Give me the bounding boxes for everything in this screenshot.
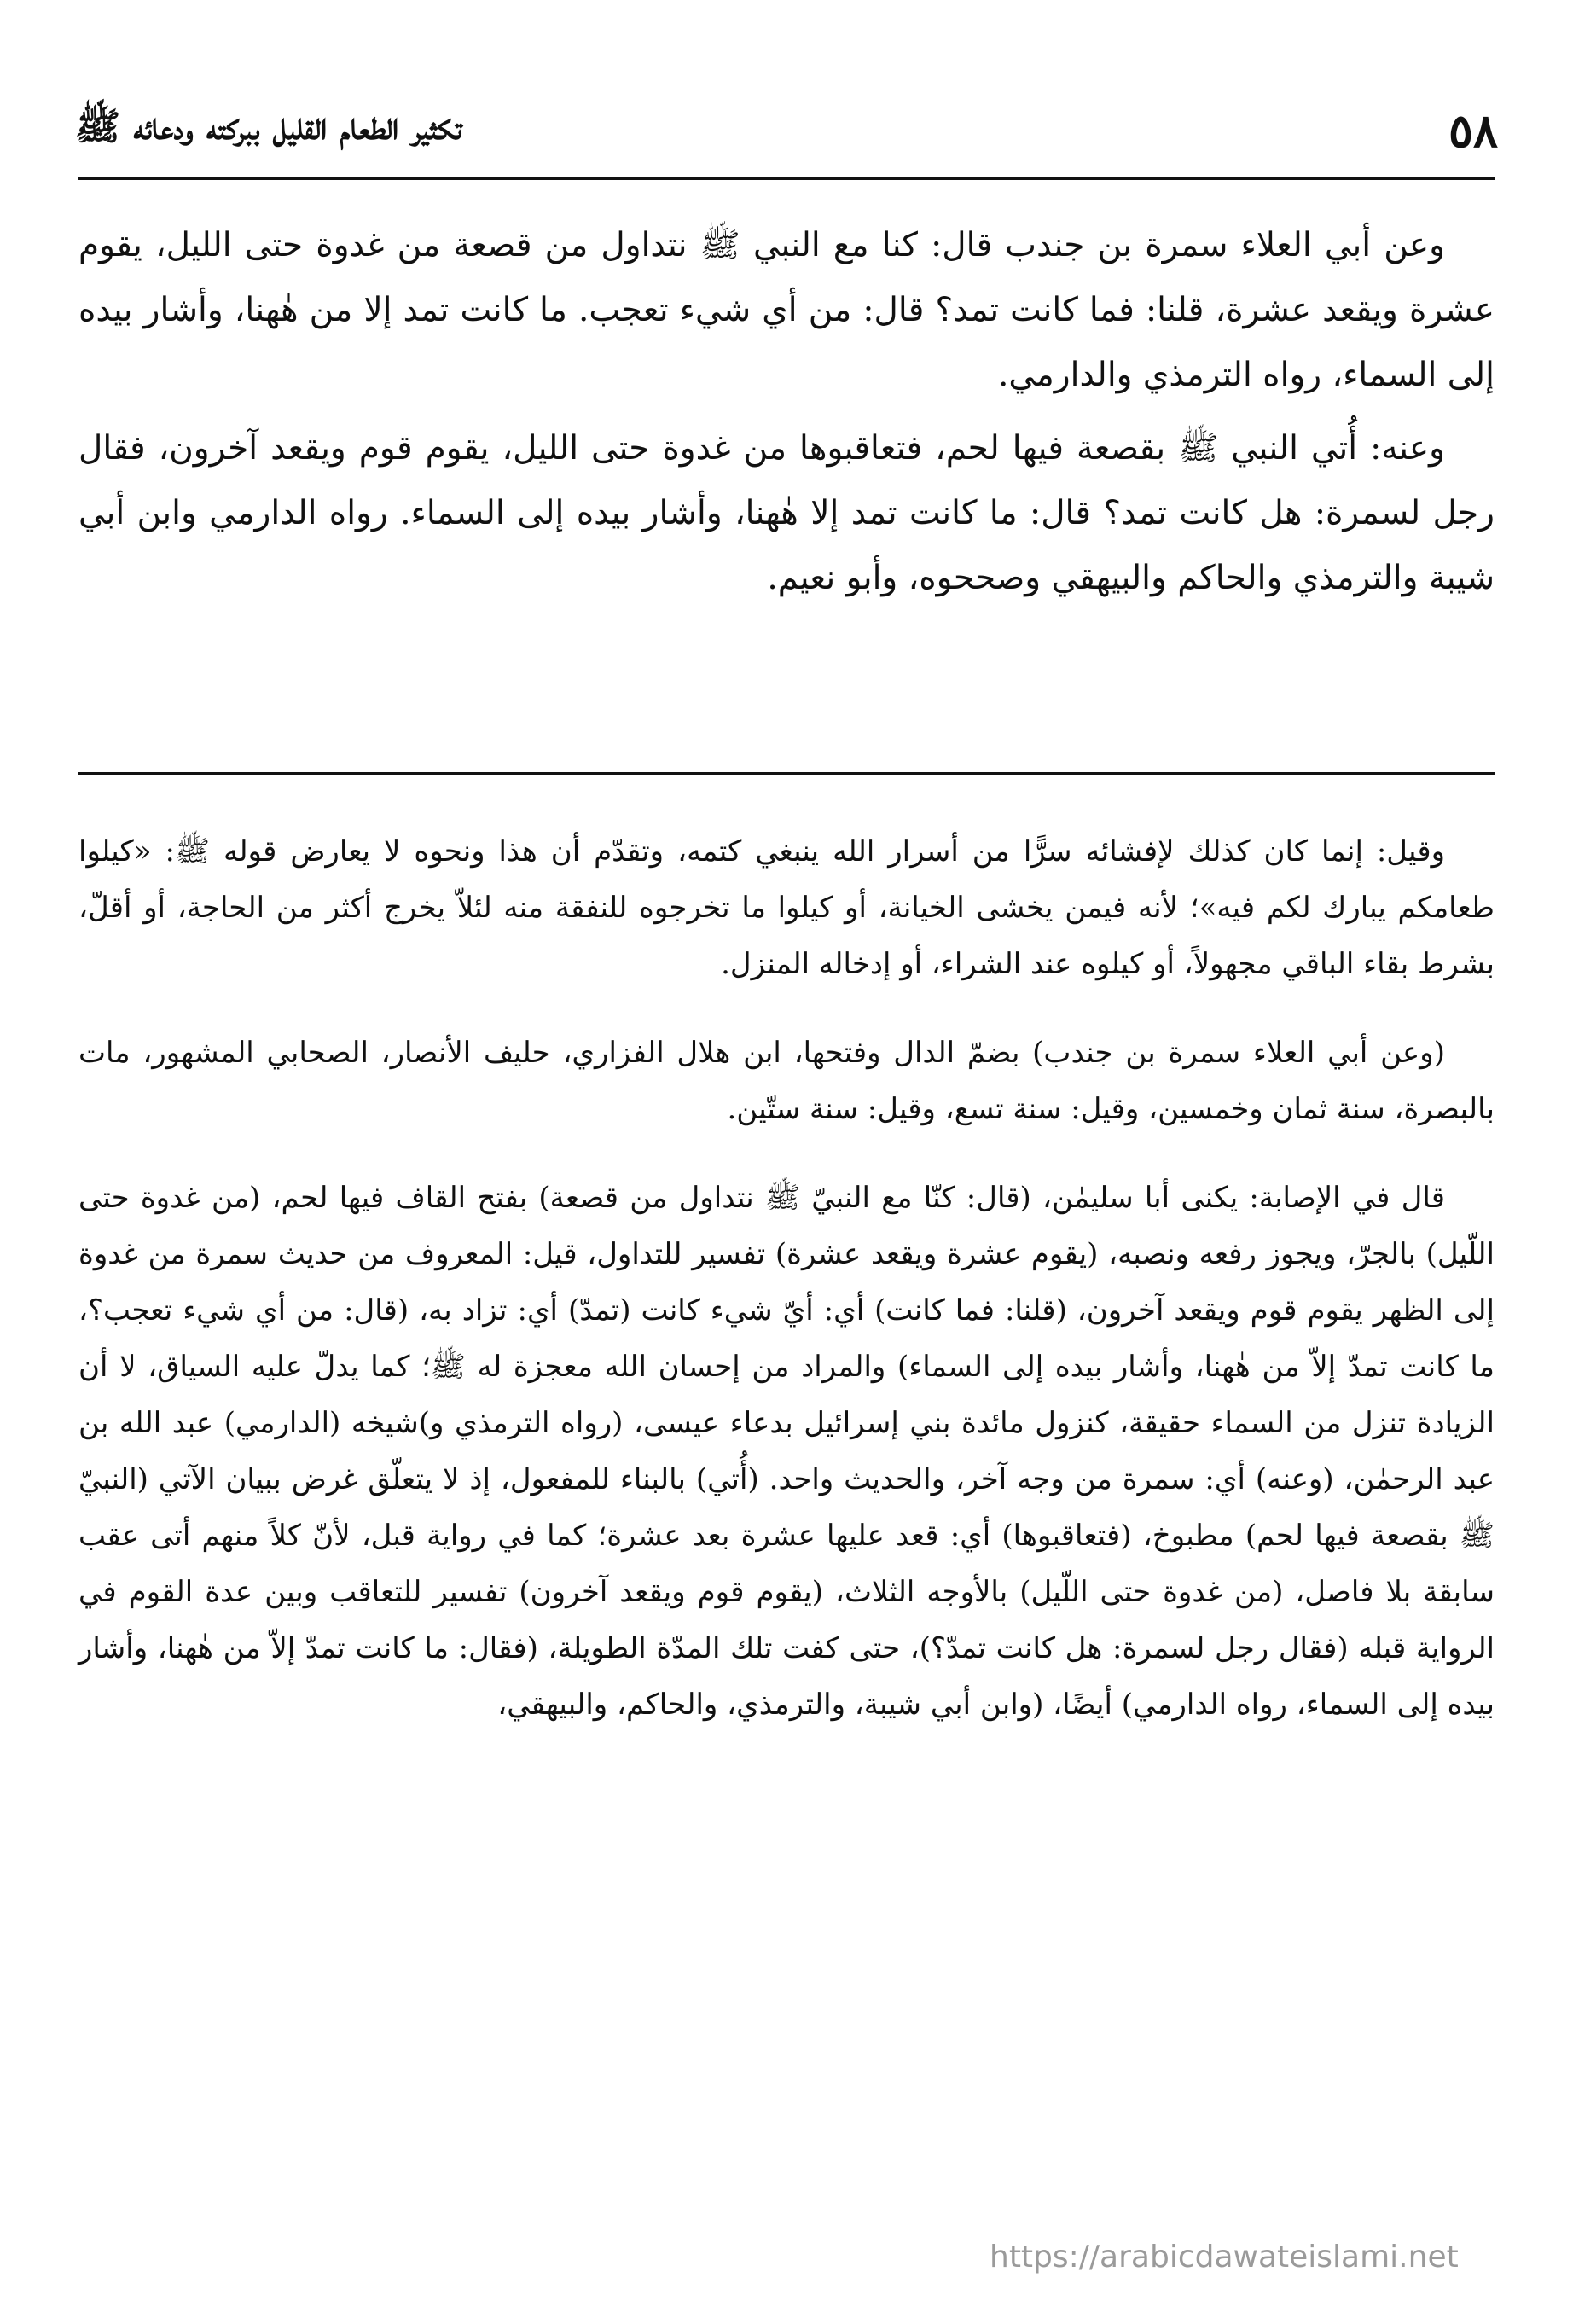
hadith-text xyxy=(78,213,1495,611)
commentary-paragraph: وقيل: إنما كان كذلك لإفشائه سرًّا من أسرار الله ينبغي كتمه، وتقدّم أن هذا ونحوه لا يعارض قوله ﷺ: «كيلوا طعامكم يبارك لكم فيه»؛ لأنه فيمن يخشى الخيانة، أو كيلوا ما تخرجوه للنفقة منه لئلاّ يخرج أكثر من الحاجة، أو أقلّ، بشرط بقاء الباقي مجهولاً، أو كيلوه عند الشراء، أو إدخاله المنزل. xyxy=(78,834,1495,981)
hadith-paragraph: وعن أبي العلاء سمرة بن جندب قال: كنا مع النبي ﷺ نتداول من قصعة من غدوة حتى الليل، يقوم عشرة ويقعد عشرة، قلنا: فما كانت تمد؟ قال: من أي شيء تعجب. ما كانت تمد إلا من هٰهنا، وأشار بيده إلى السماء، رواه الترمذي والدارمي. xyxy=(78,226,1495,394)
header-rule xyxy=(78,177,1495,180)
commentary-paragraph: (وعن أبي العلاء سمرة بن جندب) بضمّ الدال وفتحها، ابن هلال الفزاري، حليف الأنصار، الصحابي المشهور، مات بالبصرة، سنة ثمان وخمسين، وقيل: سنة تسع، وقيل: سنة ستّين. xyxy=(78,1036,1495,1126)
running-title: تكثير الطعام القليل ببركته ودعائه ﷺ xyxy=(75,105,462,148)
section-divider xyxy=(78,772,1495,775)
page-number: ٥٨ xyxy=(1448,103,1498,158)
website-watermark: https://arabicdawateislami.net xyxy=(990,2240,1459,2275)
page-header xyxy=(75,101,1498,160)
commentary-paragraph: قال في الإصابة: يكنى أبا سليمٰن، (قال: كنّا مع النبيّ ﷺ نتداول من قصعة) بفتح القاف فيها لحم، (من غدوة حتى اللّيل) بالجرّ، ويجوز رفعه ونصبه، (يقوم عشرة ويقعد عشرة) تفسير للتداول، قيل: المعروف من حديث سمرة من غدوة إلى الظهر يقوم قوم ويقعد آخرون، (قلنا: فما كانت) أي: أيّ شيء كانت (تمدّ) أي: تزاد به، (قال: من أي شيء تعجب؟، ما كانت تمدّ إلاّ من هٰهنا، وأشار بيده إلى السماء) والمراد من إحسان الله معجزة له ﷺ؛ كما يدلّ عليه السياق، لا أن الزيادة تنزل من السماء حقيقة، كنزول مائدة بني إسرائيل بدعاء عيسى، (رواه الترمذي و)شيخه (الدارمي) عبد الله بن عبد الرحمٰن، (وعنه) أي: سمرة من وجه آخر، والحديث واحد. (أُتي) بالبناء للمفعول، إذ لا يتعلّق غرض ببيان الآتي (النبيّ ﷺ بقصعة فيها لحم) مطبوخ، (فتعاقبوها) أي: قعد عليها عشرة بعد عشرة؛ كما في رواية قبل، لأنّ كلاً منهم أتى عقب سابقة بلا فاصل، (من غدوة حتى اللّيل) بالأوجه الثلاث، (يقوم قوم ويقعد آخرون) تفسير للتعاقب وبين عدة القوم في الرواية قبله (فقال رجل لسمرة: هل كانت تمدّ؟)، حتى كفت تلك المدّة الطويلة، (فقال: ما كانت تمدّ إلاّ من هٰهنا، وأشار بيده إلى السماء، رواه الدارمي) أيضًا، (وابن أبي شيبة، والترمذي، والحاكم، والبيهقي، xyxy=(78,1181,1495,1722)
hadith-paragraph: وعنه: أُتي النبي ﷺ بقصعة فيها لحم، فتعاقبوها من غدوة حتى الليل، يقوم قوم ويقعد آخرون، فقال رجل لسمرة: هل كانت تمد؟ قال: ما كانت تمد إلا هٰهنا، وأشار بيده إلى السماء. رواه الدارمي وابن أبي شيبة والترمذي والحاكم والبيهقي وصححوه، وأبو نعيم. xyxy=(78,429,1495,597)
commentary-text xyxy=(78,823,1495,1733)
